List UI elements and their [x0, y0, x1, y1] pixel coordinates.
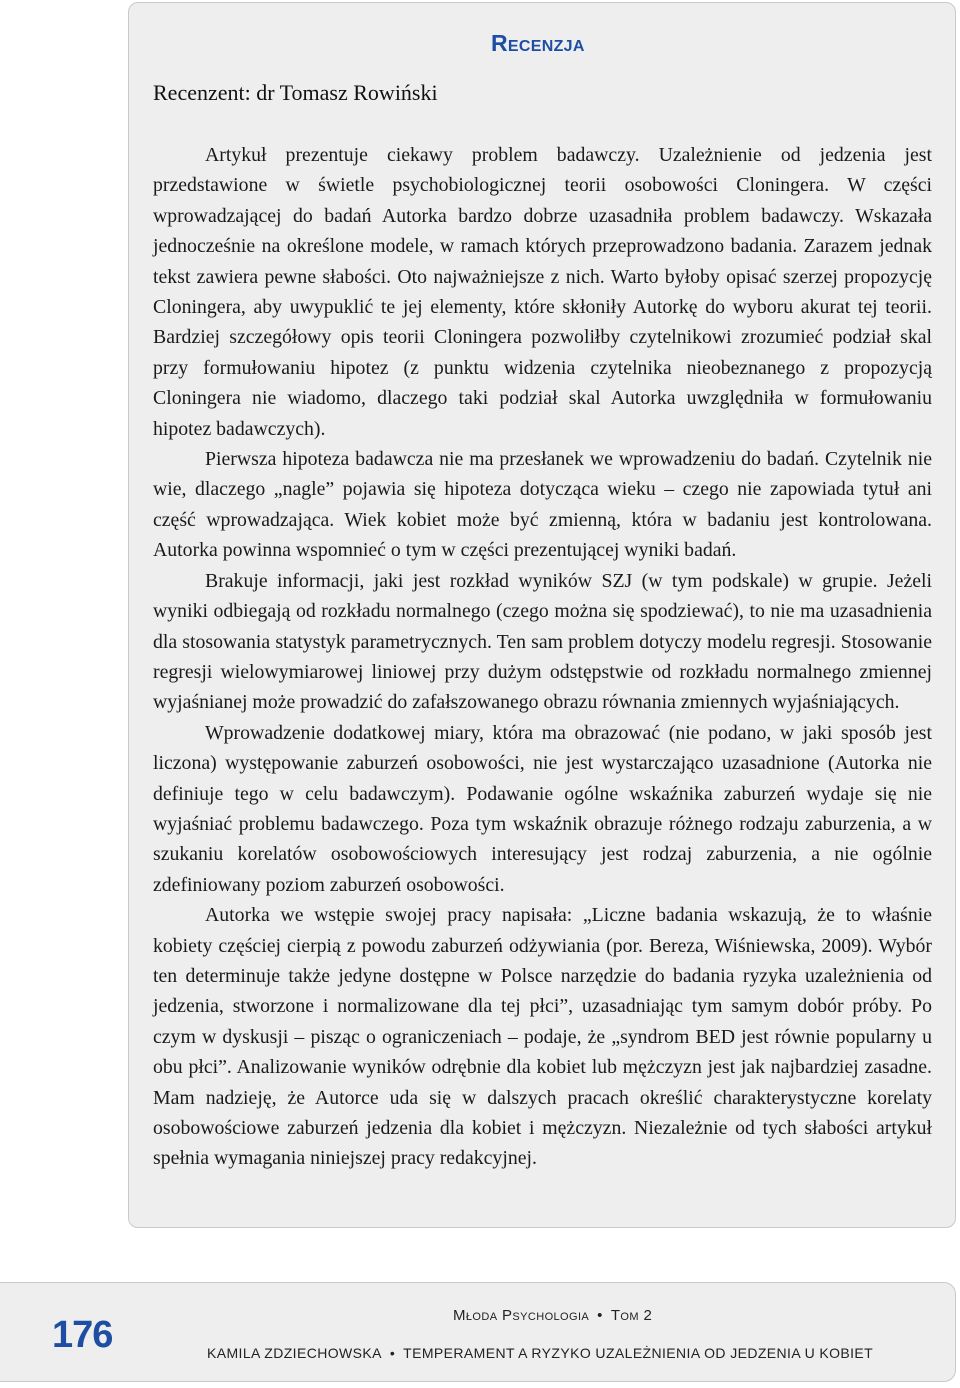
review-paragraph-4: Wprowadzenie dodatkowej miary, która ma obrazować (nie podano, w jaki sposób jest liczona) występowanie zaburzeń osobowości, nie jest wystarczająco uzasadnione (Autorka nie definiuje tego w celu badawczym). Podawanie ogólne wskaźnika zaburzeń wydaje się nie wyjaśniać problemu badawczego. Poza tym wskaźnik obrazuje różnego rodzaju zaburzenia, a w szukaniu korelatów osobowościowych interesujący jest rodzaj zaburzenia, a nie ogólnie zdefiniowany poziom zaburzeń osobowości.: [153, 721, 932, 896]
reviewer-name: Recenzent: dr Tomasz Rowiński: [153, 80, 438, 105]
journal-volume: Tom 2: [610, 1307, 653, 1324]
article-author: KAMILA ZDZIECHOWSKA: [207, 1345, 382, 1361]
review-paragraph-1: Artykuł prezentuje ciekawy problem badawczy. Uzależnienie od jedzenia jest przedstawione w świetle psychobiologicznej teorii osobowości Cloningera. W części wprowadzającej do badań Autorka bardzo dobrze uzasadniła problem badawczy. Wskazała jednocześnie na określone modele, w ramach których przeprowadzono badania. Zarazem jednak tekst zawiera pewne słabości. Oto najważniejsze z nich. Warto byłoby opisać szerzej propozycję Cloningera, aby uwypuklić te jej elementy, które skłoniły Autorkę do wyboru akurat tej teorii. Bardziej szczegółowy opis teorii Cloningera pozwoliłby czytelnikowi zrozumieć podział skal przy formułowaniu hipotez (z punktu widzenia czytelnika nieobeznanego z propozycją Cloningera nie wiadomo, dlaczego taki podział skal Autorka uwzględniła w formułowaniu hipotez badawczych).: [153, 144, 932, 440]
review-paragraph-3: Brakuje informacji, jaki jest rozkład wyników SZJ (w tym podskale) w grupie. Jeżeli wyniki odbiegają od rozkładu normalnego (czego można się spodziewać), to nie ma uzasadnienia dla stosowania statystyk parametrycznych. Ten sam problem dotyczy modelu regresji. Stosowanie regresji wielowymiarowej liniowej przy dużym odstępstwie od rozkładu normalnego zmiennej wyjaśnianej może prowadzić do zafałszowanego obrazu równania zmiennych wyjaśniających.: [153, 569, 932, 714]
page-footer: [0, 1282, 956, 1382]
separator-dot: •: [389, 1345, 396, 1361]
review-paragraph-5: Autorka we wstępie swojej pracy napisała: „Liczne badania wskazują, że to właśnie kobiety częściej cierpią z powodu zaburzeń odżywiania (por. Bereza, Wiśniewska, 2009). Wybór ten determinuje także jedyne dostępne w Polsce narzędzie do badania ryzyka uzależnienia od jedzenia, stworzone i normalizowane dla tej płci”, uzasadniając tym samym dobór próby. Po czym w dyskusji – pisząc o ograniczeniach – podaje, że „syndrom BED jest równie popularny u obu płci”. Analizowanie wyników odrębnie dla kobiet lub mężczyzn jest jak najbardziej zasadne. Mam nadzieję, że Autorce uda się w dalszych pracach określić charakterystyczne korelaty osobowościowe zaburzeń jedzenia dla kobiet i mężczyzn. Niezależnie od tych słabości artykuł spełnia wymagania niniejszej pracy redakcyjnej.: [153, 904, 932, 1170]
review-paragraph-2: Pierwsza hipoteza badawcza nie ma przesłanek we wprowadzeniu do badań. Czytelnik nie wie, dlaczego „nagle” pojawia się hipoteza dotycząca wieku – czego nie zapowiada tytuł ani część wprowadzająca. Wiek kobiet może być zmienną, która w badaniu jest kontrolowana. Autorka powinna wspomnieć o tym w części prezentującej wyniki badań.: [153, 448, 932, 562]
separator-dot: •: [597, 1307, 603, 1324]
article-title: TEMPERAMENT A RYZYKO UZALEŻNIENIA OD JEDZENIA U KOBIET: [403, 1345, 874, 1361]
review-heading: Recenzja: [491, 30, 585, 56]
review-body: [153, 140, 932, 1174]
article-info: [207, 1345, 873, 1361]
journal-name: Młoda Psychologia: [453, 1307, 590, 1324]
journal-info: [453, 1307, 652, 1324]
page-number: 176: [52, 1314, 113, 1356]
